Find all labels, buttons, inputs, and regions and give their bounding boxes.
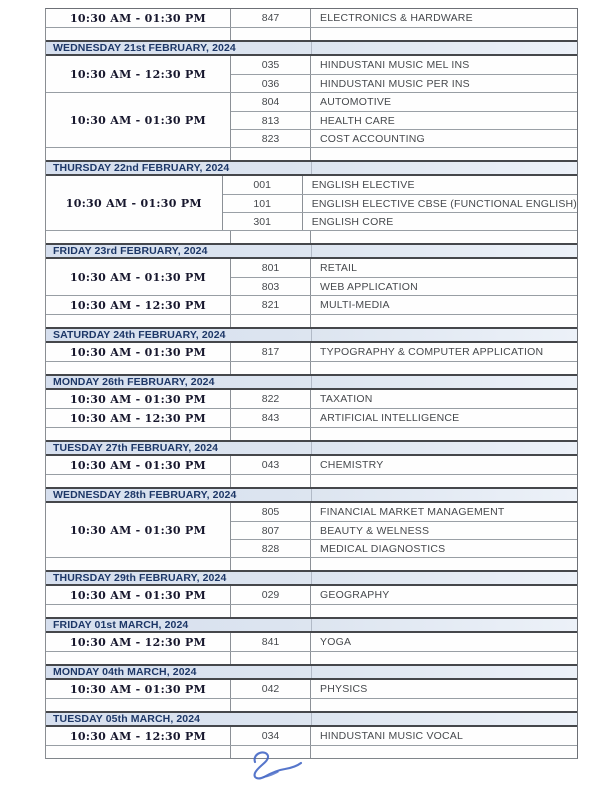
spacer-code-cell bbox=[231, 28, 311, 40]
subject-rows bbox=[231, 296, 577, 314]
subject-code-cell: 807 bbox=[231, 522, 311, 539]
subject-rows bbox=[231, 259, 577, 295]
subject-row bbox=[231, 390, 577, 408]
spacer-subject-cell bbox=[311, 28, 577, 40]
time-slot-group bbox=[46, 503, 577, 558]
subject-code-cell: 043 bbox=[231, 456, 311, 474]
spacer-row bbox=[46, 28, 577, 40]
subject-rows bbox=[231, 409, 577, 427]
subject-row bbox=[231, 727, 577, 745]
time-slot-group bbox=[46, 56, 577, 93]
date-header-label: TUESDAY 27th FEBRUARY, 2024 bbox=[53, 442, 219, 454]
spacer-time-cell bbox=[46, 428, 231, 440]
date-header-row bbox=[46, 440, 577, 456]
subject-row bbox=[231, 296, 577, 314]
subject-name-cell: ENGLISH ELECTIVE CBSE (FUNCTIONAL ENGLISH) bbox=[311, 197, 577, 210]
subject-code-cell: 101 bbox=[223, 195, 303, 212]
time-slot-cell: 10:30 AM - 12:30 PM bbox=[46, 409, 231, 427]
date-header-label: THURSDAY 22nd FEBRUARY, 2024 bbox=[53, 162, 230, 174]
subject-row bbox=[231, 409, 577, 427]
subject-name-cell: YOGA bbox=[320, 636, 352, 648]
spacer-subject-cell bbox=[311, 699, 577, 711]
time-slot-group bbox=[46, 586, 577, 605]
date-header-label: SATURDAY 24th FEBRUARY, 2024 bbox=[53, 329, 226, 341]
spacer-row bbox=[46, 699, 577, 711]
time-slot-cell: 10:30 AM - 01:30 PM bbox=[46, 390, 231, 408]
subject-row bbox=[231, 680, 577, 698]
subject-rows bbox=[231, 727, 577, 745]
date-header-row bbox=[46, 327, 577, 343]
spacer-code-cell bbox=[231, 699, 311, 711]
subject-code-cell: 805 bbox=[231, 503, 311, 521]
subject-code-cell: 823 bbox=[231, 130, 311, 147]
time-slot-group bbox=[46, 343, 577, 362]
subject-name-cell: CHEMISTRY bbox=[320, 459, 384, 471]
subject-row bbox=[231, 93, 577, 111]
subject-row bbox=[231, 129, 577, 147]
spacer-subject-cell bbox=[311, 558, 577, 570]
spacer-row bbox=[46, 605, 577, 617]
subject-name-cell: BEAUTY & WELNESS bbox=[320, 524, 430, 537]
time-slot-group bbox=[46, 409, 577, 428]
time-slot-cell: 10:30 AM - 12:30 PM bbox=[46, 727, 231, 745]
spacer-row bbox=[46, 231, 577, 243]
subject-row bbox=[231, 539, 577, 557]
subject-name-cell: ENGLISH ELECTIVE bbox=[311, 179, 415, 191]
spacer-code-cell bbox=[231, 148, 311, 160]
subject-row bbox=[231, 277, 577, 295]
subject-name-cell: COST ACCOUNTING bbox=[320, 132, 425, 145]
spacer-time-cell bbox=[46, 315, 231, 327]
date-header-row bbox=[46, 711, 577, 727]
time-slot-cell: 10:30 AM - 01:30 PM bbox=[46, 176, 223, 230]
spacer-code-cell bbox=[231, 605, 311, 617]
time-slot-group bbox=[46, 390, 577, 409]
spacer-subject-cell bbox=[311, 605, 577, 617]
spacer-time-cell bbox=[46, 28, 231, 40]
spacer-code-cell bbox=[231, 475, 311, 487]
exam-timetable-table bbox=[45, 8, 578, 759]
subject-name-cell: FINANCIAL MARKET MANAGEMENT bbox=[320, 506, 505, 518]
spacer-time-cell bbox=[46, 699, 231, 711]
subject-row bbox=[223, 194, 577, 212]
subject-name-cell: GEOGRAPHY bbox=[320, 589, 390, 601]
subject-code-cell: 042 bbox=[231, 680, 311, 698]
time-slot-group bbox=[46, 680, 577, 699]
date-header-label: WEDNESDAY 28th FEBRUARY, 2024 bbox=[53, 489, 237, 501]
subject-code-cell: 822 bbox=[231, 390, 311, 408]
date-header-row bbox=[46, 570, 577, 586]
subject-code-cell: 034 bbox=[231, 727, 311, 745]
time-slot-group bbox=[46, 176, 577, 231]
spacer-time-cell bbox=[46, 746, 231, 758]
subject-rows bbox=[231, 9, 577, 27]
time-slot-group bbox=[46, 727, 577, 746]
subject-code-cell: 847 bbox=[231, 9, 311, 27]
spacer-row bbox=[46, 652, 577, 664]
spacer-row bbox=[46, 558, 577, 570]
spacer-code-cell bbox=[231, 231, 311, 243]
spacer-code-cell bbox=[231, 315, 311, 327]
date-header-row bbox=[46, 374, 577, 390]
subject-code-cell: 804 bbox=[231, 93, 311, 111]
subject-row bbox=[231, 521, 577, 539]
spacer-time-cell bbox=[46, 652, 231, 664]
subject-name-cell: HEALTH CARE bbox=[320, 114, 395, 127]
spacer-subject-cell bbox=[311, 315, 577, 327]
spacer-subject-cell bbox=[311, 428, 577, 440]
subject-name-cell: ELECTRONICS & HARDWARE bbox=[320, 12, 473, 24]
subject-rows bbox=[231, 93, 577, 147]
spacer-time-cell bbox=[46, 558, 231, 570]
spacer-subject-cell bbox=[311, 148, 577, 160]
date-header-row bbox=[46, 160, 577, 176]
subject-name-cell: ENGLISH CORE bbox=[311, 215, 394, 228]
subject-row bbox=[231, 633, 577, 651]
date-header-row bbox=[46, 487, 577, 503]
subject-code-cell: 828 bbox=[231, 540, 311, 557]
spacer-row bbox=[46, 362, 577, 374]
date-header-label: FRIDAY 01st MARCH, 2024 bbox=[53, 619, 189, 631]
time-slot-group bbox=[46, 296, 577, 315]
time-slot-cell: 10:30 AM - 12:30 PM bbox=[46, 56, 231, 92]
subject-name-cell: WEB APPLICATION bbox=[320, 280, 418, 293]
subject-code-cell: 001 bbox=[223, 176, 303, 194]
time-slot-group bbox=[46, 259, 577, 296]
subject-row bbox=[231, 456, 577, 474]
time-slot-group bbox=[46, 93, 577, 148]
time-slot-group bbox=[46, 9, 577, 28]
subject-row bbox=[223, 176, 577, 194]
date-header-label: FRIDAY 23rd FEBRUARY, 2024 bbox=[53, 245, 208, 257]
subject-code-cell: 817 bbox=[231, 343, 311, 361]
date-header-row bbox=[46, 664, 577, 680]
time-slot-cell: 10:30 AM - 01:30 PM bbox=[46, 680, 231, 698]
subject-code-cell: 843 bbox=[231, 409, 311, 427]
date-header-label: TUESDAY 05th MARCH, 2024 bbox=[53, 713, 201, 725]
subject-code-cell: 813 bbox=[231, 112, 311, 129]
subject-code-cell: 803 bbox=[231, 278, 311, 295]
subject-name-cell: AUTOMOTIVE bbox=[320, 96, 392, 108]
spacer-code-cell bbox=[231, 362, 311, 374]
subject-name-cell: MEDICAL DIAGNOSTICS bbox=[320, 542, 446, 555]
date-header-label: THURSDAY 29th FEBRUARY, 2024 bbox=[53, 572, 227, 584]
spacer-row bbox=[46, 475, 577, 487]
subject-rows bbox=[231, 456, 577, 474]
time-slot-cell: 10:30 AM - 01:30 PM bbox=[46, 9, 231, 27]
spacer-time-cell bbox=[46, 475, 231, 487]
date-header-row bbox=[46, 40, 577, 56]
time-slot-cell: 10:30 AM - 01:30 PM bbox=[46, 503, 231, 557]
spacer-time-cell bbox=[46, 362, 231, 374]
subject-rows bbox=[231, 343, 577, 361]
spacer-subject-cell bbox=[311, 362, 577, 374]
time-slot-cell: 10:30 AM - 01:30 PM bbox=[46, 93, 231, 147]
time-slot-cell: 10:30 AM - 12:30 PM bbox=[46, 296, 231, 314]
spacer-time-cell bbox=[46, 231, 231, 243]
date-header-label: MONDAY 04th MARCH, 2024 bbox=[53, 666, 197, 678]
signature-ink bbox=[228, 748, 312, 796]
subject-name-cell: ARTIFICIAL INTELLIGENCE bbox=[320, 412, 460, 424]
spacer-subject-cell bbox=[311, 746, 577, 758]
time-slot-group bbox=[46, 456, 577, 475]
subject-code-cell: 801 bbox=[231, 259, 311, 277]
subject-row bbox=[231, 343, 577, 361]
subject-code-cell: 821 bbox=[231, 296, 311, 314]
subject-code-cell: 029 bbox=[231, 586, 311, 604]
time-slot-cell: 10:30 AM - 01:30 PM bbox=[46, 586, 231, 604]
subject-name-cell: TAXATION bbox=[320, 393, 373, 405]
spacer-subject-cell bbox=[311, 231, 577, 243]
spacer-row bbox=[46, 315, 577, 327]
date-header-label: WEDNESDAY 21st FEBRUARY, 2024 bbox=[53, 42, 236, 54]
subject-name-cell: HINDUSTANI MUSIC VOCAL bbox=[320, 730, 464, 742]
subject-code-cell: 301 bbox=[223, 213, 303, 230]
subject-row bbox=[231, 111, 577, 129]
subject-row bbox=[223, 212, 577, 230]
subject-rows bbox=[223, 176, 577, 230]
time-slot-cell: 10:30 AM - 01:30 PM bbox=[46, 456, 231, 474]
subject-rows bbox=[231, 56, 577, 92]
subject-rows bbox=[231, 586, 577, 604]
spacer-subject-cell bbox=[311, 475, 577, 487]
subject-row bbox=[231, 586, 577, 604]
subject-name-cell: HINDUSTANI MUSIC PER INS bbox=[320, 77, 470, 90]
time-slot-cell: 10:30 AM - 01:30 PM bbox=[46, 343, 231, 361]
date-header-row bbox=[46, 617, 577, 633]
spacer-code-cell bbox=[231, 558, 311, 570]
time-slot-group bbox=[46, 633, 577, 652]
time-slot-cell: 10:30 AM - 01:30 PM bbox=[46, 259, 231, 295]
spacer-code-cell bbox=[231, 428, 311, 440]
subject-name-cell: HINDUSTANI MUSIC MEL INS bbox=[320, 59, 470, 71]
subject-name-cell: PHYSICS bbox=[320, 683, 368, 695]
spacer-row bbox=[46, 148, 577, 160]
subject-code-cell: 036 bbox=[231, 75, 311, 92]
subject-name-cell: RETAIL bbox=[320, 262, 358, 274]
subject-rows bbox=[231, 633, 577, 651]
subject-name-cell: MULTI-MEDIA bbox=[320, 299, 390, 311]
subject-code-cell: 035 bbox=[231, 56, 311, 74]
subject-row bbox=[231, 74, 577, 92]
subject-name-cell: TYPOGRAPHY & COMPUTER APPLICATION bbox=[320, 346, 544, 358]
spacer-time-cell bbox=[46, 148, 231, 160]
time-slot-cell: 10:30 AM - 12:30 PM bbox=[46, 633, 231, 651]
spacer-row bbox=[46, 428, 577, 440]
subject-row bbox=[231, 9, 577, 27]
subject-code-cell: 841 bbox=[231, 633, 311, 651]
subject-row bbox=[231, 259, 577, 277]
spacer-code-cell bbox=[231, 652, 311, 664]
subject-row bbox=[231, 56, 577, 74]
subject-rows bbox=[231, 390, 577, 408]
subject-row bbox=[231, 503, 577, 521]
spacer-time-cell bbox=[46, 605, 231, 617]
subject-rows bbox=[231, 680, 577, 698]
date-header-label: MONDAY 26th FEBRUARY, 2024 bbox=[53, 376, 215, 388]
subject-rows bbox=[231, 503, 577, 557]
spacer-subject-cell bbox=[311, 652, 577, 664]
date-header-row bbox=[46, 243, 577, 259]
